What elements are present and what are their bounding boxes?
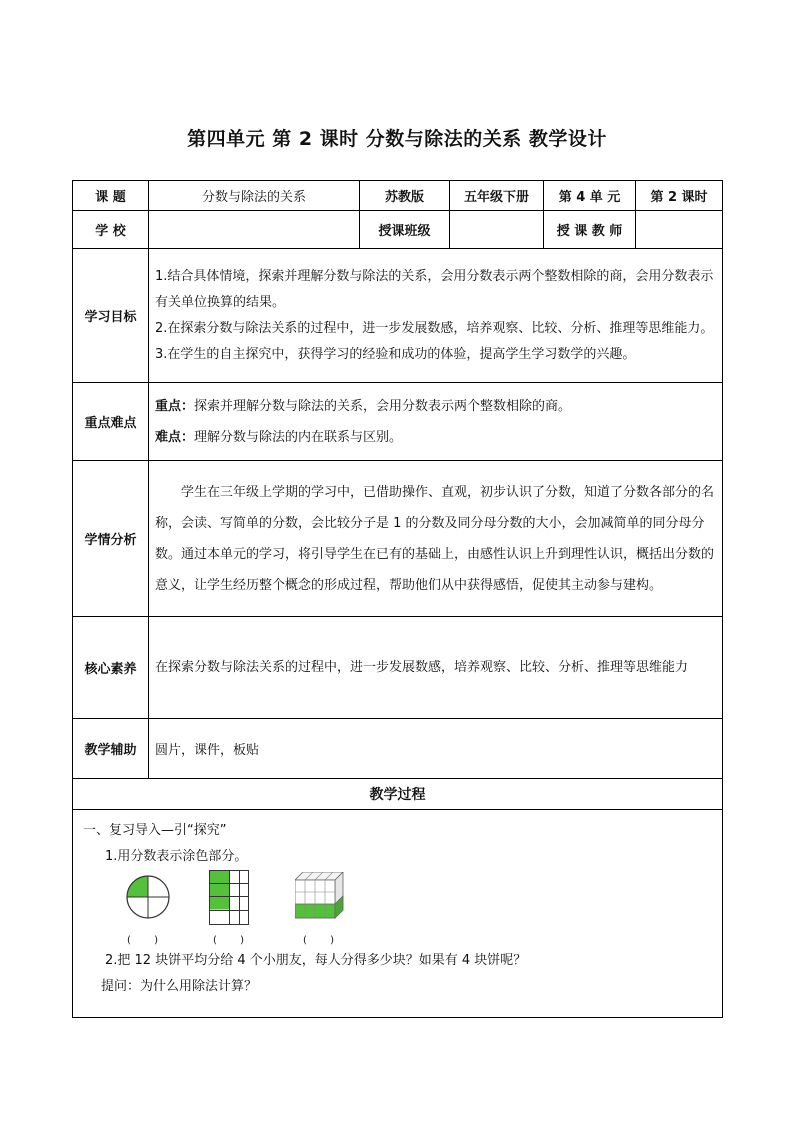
school-label: 学 校: [73, 211, 149, 249]
row-topic: [73, 181, 723, 211]
literacy-text: 在探索分数与除法关系的过程中，进一步发展数感，培养观察、比较、分析、推理等思维能力: [149, 617, 723, 719]
aids-text: 圆片，课件，板贴: [149, 719, 723, 779]
key-points-label: 重点难点: [73, 383, 149, 461]
analysis-label: 学情分析: [73, 461, 149, 617]
fraction-figures: [105, 870, 712, 948]
unit: 第 4 单 元: [544, 181, 636, 211]
circle-figure: [125, 874, 171, 920]
grade: 五年级下册: [450, 181, 544, 211]
goal-item: 2.在探索分数与除法关系的过程中，进一步发展数感，培养观察、比较、分析、推理等思维能力。: [155, 320, 714, 336]
row-analysis: [73, 461, 723, 617]
goals-label: 学习目标: [73, 249, 149, 383]
key-points-content: [149, 383, 723, 461]
answer-blank[interactable]: ( ): [127, 935, 168, 946]
goal-item: 1.结合具体情境，探索并理解分数与除法的关系，会用分数表示两个整数相除的商，会用分数表示有关单位换算的结果。: [155, 268, 714, 310]
topic-label: 课 题: [73, 181, 149, 211]
row-school: [73, 211, 723, 249]
teacher-value: [636, 211, 723, 249]
class-value: [450, 211, 544, 249]
goals-content: [149, 249, 723, 383]
goal-item: 3.在学生的自主探究中，获得学习的经验和成功的体验，提高学生学习数学的兴趣。: [155, 346, 636, 362]
publisher: 苏教版: [360, 181, 450, 211]
analysis-text: 学生在三年级上学期的学习中，已借助操作、直观，初步认识了分数，知道了分数各部分的名称，会读、写简单的分数，会比较分子是 1 的分数及同分母分数的大小，会加减简单的同分母分数。通过本单元的学习，将引导学生在已有的基础上，由感性认识上升到理性认识，概括出分数的意义，让学生经历整个概念的形成过程，帮助他们从中获得感悟，促使其主动参与建构。: [149, 461, 723, 617]
topic-value: 分数与除法的关系: [149, 181, 360, 211]
prompt: 提问：为什么用除法计算？: [101, 979, 258, 994]
aids-label: 教学辅助: [73, 719, 149, 779]
focus-text: 探索并理解分数与除法的关系，会用分数表示两个整数相除的商。: [194, 398, 572, 414]
row-process-heading: [73, 779, 723, 810]
process-heading: 教学过程: [73, 779, 723, 810]
page-title: 第四单元 第 2 课时 分数与除法的关系 教学设计: [187, 128, 607, 150]
row-literacy: [73, 617, 723, 719]
grid-figure: [209, 870, 249, 926]
teacher-label: 授 课 教 师: [544, 211, 636, 249]
lesson-number: 第 2 课时: [636, 181, 723, 211]
section-heading: 一、复习导入—引“探究”: [83, 823, 227, 838]
cube-figure: [295, 872, 345, 920]
literacy-label: 核心素养: [73, 617, 149, 719]
answer-blank[interactable]: ( ): [213, 935, 254, 946]
answer-blank[interactable]: ( ): [303, 935, 344, 946]
process-content: [73, 810, 723, 1018]
row-key-points: [73, 383, 723, 461]
lesson-plan-table: [72, 180, 723, 1018]
question-2: 2.把 12 块饼平均分给 4 个小朋友，每人分得多少块？如果有 4 块饼呢？: [105, 953, 527, 968]
class-label: 授课班级: [360, 211, 450, 249]
focus-label: 重点：: [155, 398, 195, 414]
row-aids: [73, 719, 723, 779]
row-process: [73, 810, 723, 1018]
question-1: 1.用分数表示涂色部分。: [105, 849, 248, 864]
difficulty-label: 难点：: [155, 429, 195, 445]
difficulty-text: 理解分数与除法的内在联系与区别。: [194, 429, 403, 445]
row-goals: [73, 249, 723, 383]
school-value: [149, 211, 360, 249]
